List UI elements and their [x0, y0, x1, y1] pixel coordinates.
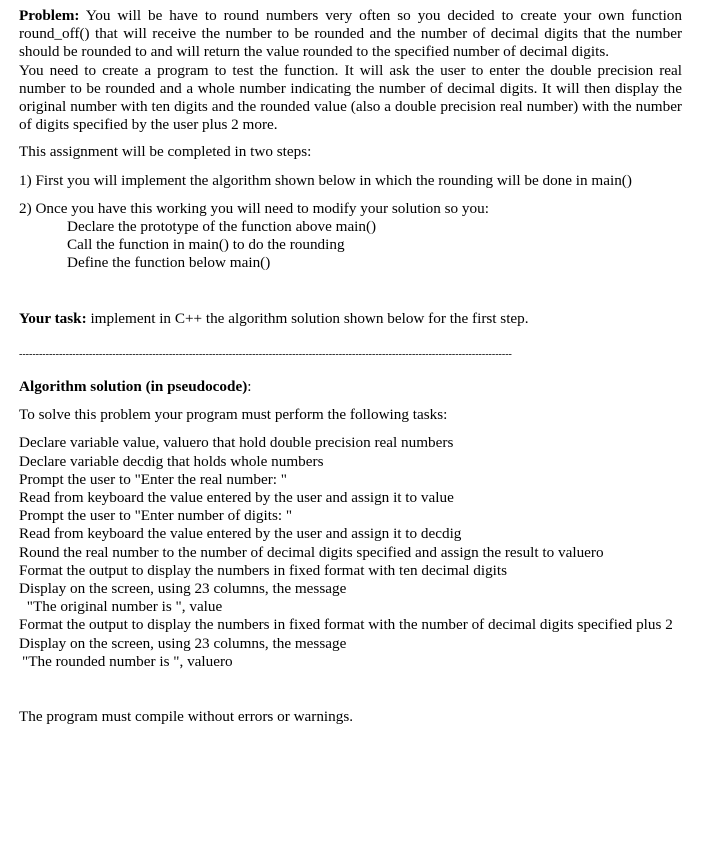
algorithm-step: Declare variable decdig that holds whole numbers	[19, 452, 324, 470]
separator-line: ----------------------------------------------------------------------------------------------------------------------------------------------------	[19, 348, 512, 360]
problem-text: You will be have to round numbers very often so you decided to create your own function round_off() that will receive the number to be rounded and the number of decimal digits that the number should be rounded to and will return the value rounded to the specified number of decimal digits.	[19, 7, 682, 61]
step-2-item: Declare the prototype of the function above main()	[67, 218, 377, 236]
algorithm-display-2: Display on the screen, using 23 columns, the message	[19, 634, 347, 652]
algorithm-step: Declare variable value, valuero that hold double precision real numbers	[19, 434, 454, 452]
algorithm-step: Round the real number to the number of decimal digits specified and assign the result to valuero	[19, 543, 604, 561]
problem-paragraph-2: You need to create a program to test the function. It will ask the user to enter the double precision real number to be rounded and a whole number indicating the number of decimal digits. It will then display the original number with ten digits and the rounded value (also a double precision real number) with the number of digits specified by the user plus 2 more.	[19, 61, 682, 134]
algorithm-step: Prompt the user to "Enter the real number: "	[19, 470, 287, 488]
algorithm-heading	[19, 378, 682, 396]
algorithm-heading-colon: :	[247, 378, 252, 396]
document-page	[19, 7, 682, 726]
algorithm-step: Display on the screen, using 23 columns, the message	[19, 580, 347, 598]
task-text: implement in C++ the algorithm solution shown below for the first step.	[86, 309, 529, 327]
problem-label: Problem:	[19, 7, 80, 24]
algorithm-step: Format the output to display the numbers in fixed format with ten decimal digits	[19, 561, 508, 579]
algorithm-message-1: "The original number is ", value	[23, 598, 223, 616]
footer-note: The program must compile without errors or warnings.	[19, 708, 354, 726]
task-label: Your task:	[19, 309, 87, 327]
step-2-item: Define the function below main()	[67, 254, 271, 272]
algorithm-step: Read from keyboard the value entered by the user and assign it to value	[19, 489, 454, 507]
algorithm-format-2: Format the output to display the numbers in fixed format with the number of decimal digits specified plus 2	[19, 616, 673, 634]
algorithm-step: Read from keyboard the value entered by the user and assign it to decdig	[19, 525, 462, 543]
algorithm-step: Prompt the user to "Enter number of digits: "	[19, 507, 293, 525]
problem-paragraph	[19, 7, 682, 62]
step-2-intro: 2) Once you have this working you will need to modify your solution so you:	[19, 199, 489, 217]
algorithm-message-2: "The rounded number is ", valuero	[22, 652, 233, 670]
algorithm-intro: To solve this problem your program must perform the following tasks:	[19, 406, 448, 424]
task-line	[19, 310, 682, 328]
steps-intro: This assignment will be completed in two steps:	[19, 143, 312, 161]
step-1: 1) First you will implement the algorithm shown below in which the rounding will be done in main()	[19, 171, 632, 189]
algorithm-heading-bold: Algorithm solution (in pseudocode)	[19, 378, 248, 396]
step-2-item: Call the function in main() to do the rounding	[67, 236, 345, 254]
